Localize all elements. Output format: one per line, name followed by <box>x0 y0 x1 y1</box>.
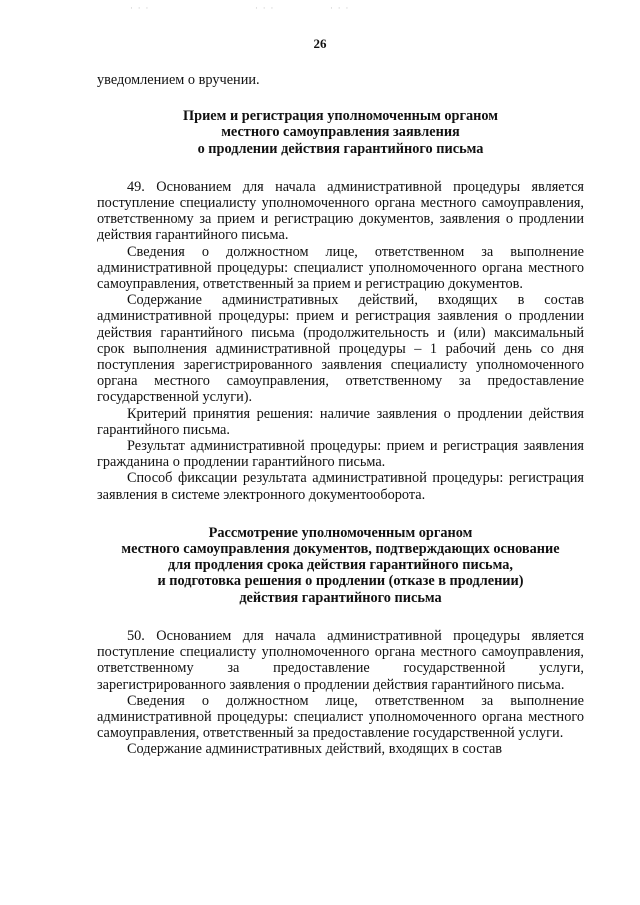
scan-artifact: · · · <box>255 4 275 14</box>
heading-line: действия гарантийного письма <box>239 589 442 606</box>
section-heading-2 <box>97 525 584 606</box>
paragraph: Результат административной процедуры: прием и регистрация заявления гражданина о продлении гарантийного письма. <box>97 438 584 471</box>
heading-line: для продления срока действия гарантийного письма, <box>168 557 513 574</box>
scan-artifact: · · · <box>130 4 150 14</box>
paragraph: 49. Основанием для начала административной процедуры является поступление специалисту уполномоченного органа местного самоуправления, ответственному за прием и регистрацию документов, заявления о продлении действия гарантийного письма. <box>97 178 584 244</box>
heading-line: о продлении действия гарантийного письма <box>197 140 484 157</box>
paragraph: Сведения о должностном лице, ответственном за выполнение административной процедуры: специалист уполномоченного органа местного самоуправления, ответственный за предоставление государственной услуги. <box>97 692 584 742</box>
paragraph: Критерий принятия решения: наличие заявления о продлении действия гарантийного письма. <box>97 405 584 438</box>
paragraph: 50. Основанием для начала административной процедуры является поступление специалисту уполномоченного органа местного самоуправления, ответственному за предоставление государственной услуги, зарегистрированного заявления о продлении действия гарантийного письма. <box>97 627 584 693</box>
section-heading-1 <box>97 108 584 157</box>
page-number: 26 <box>313 36 327 51</box>
heading-line: местного самоуправления документов, подтверждающих основание <box>121 541 560 558</box>
paragraph: Сведения о должностном лице, ответственном за выполнение административной процедуры: специалист уполномоченного органа местного самоуправления, ответственный за прием и регистрацию документов. <box>97 243 584 293</box>
opening-line: уведомлением о вручении. <box>97 72 260 88</box>
paragraph: Способ фиксации результата административной процедуры: регистрация заявления в системе электронного документооборота. <box>97 470 584 503</box>
document-body <box>97 72 584 758</box>
heading-line: Рассмотрение уполномоченным органом <box>208 524 473 541</box>
scan-artifact: · · · <box>330 4 350 14</box>
heading-line: Прием и регистрация уполномоченным органом <box>183 108 498 125</box>
paragraph: Содержание административных действий, входящих в состав административной процедуры: прием и регистрация заявления о продлении действия гарантийного письма (продолжительность и (или) максимальный срок выполнения административной процедуры – 1 рабочий день со дня поступления зарегистрированного заявления специалисту уполномоченного органа местного самоуправления, ответственному за предоставление государственной услуги). <box>97 292 584 406</box>
heading-line: и подготовка решения о продлении (отказе в продлении) <box>157 573 524 590</box>
heading-line: местного самоуправления заявления <box>221 124 460 141</box>
paragraph: Содержание административных действий, входящих в состав <box>127 741 503 758</box>
